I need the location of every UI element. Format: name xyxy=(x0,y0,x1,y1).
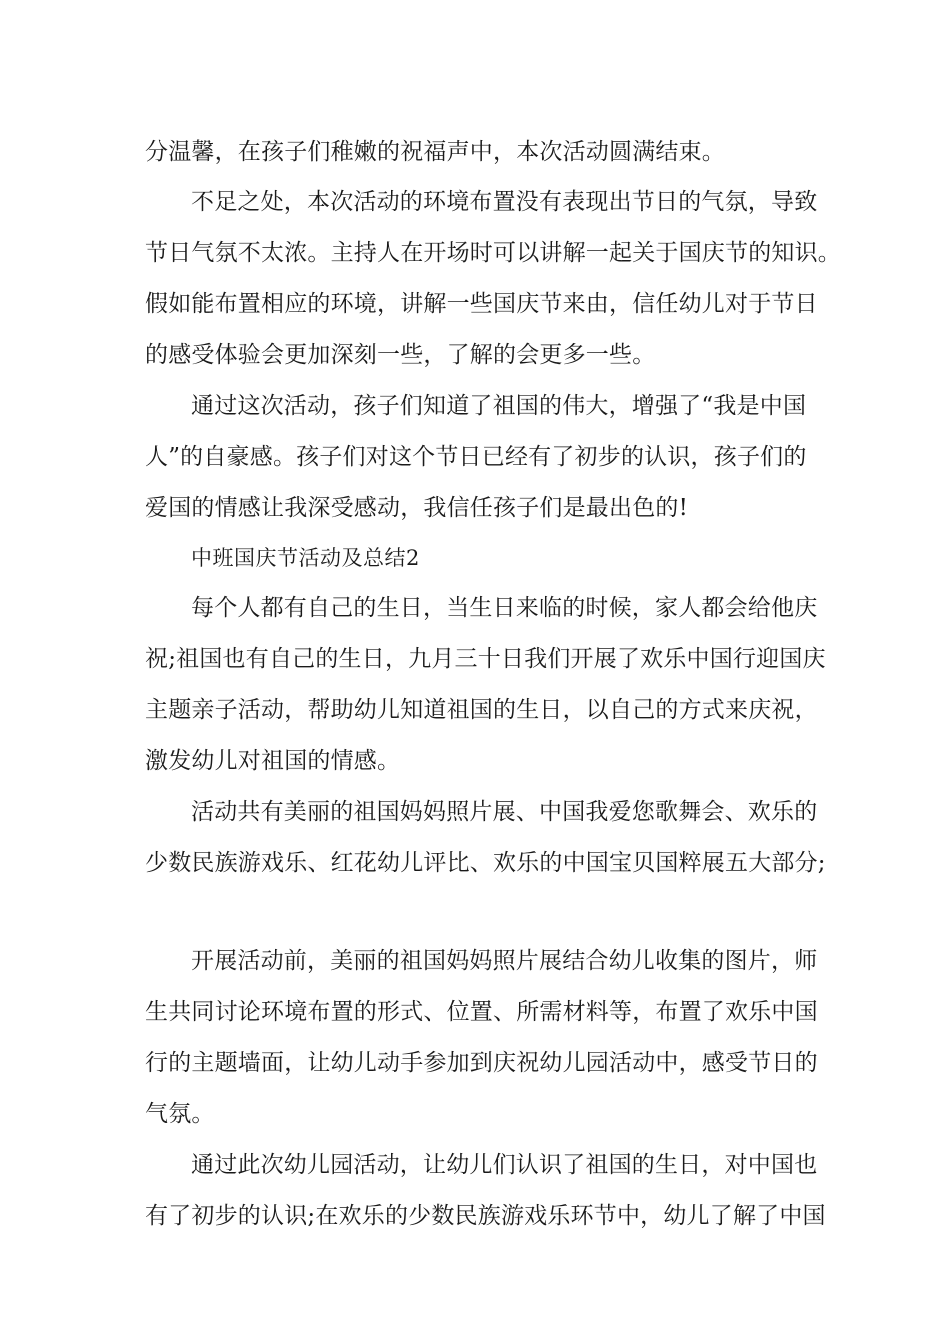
paragraph-first-line: 通过此次幼儿园活动，让幼儿们认识了祖国的生日，对中国也 xyxy=(191,1152,818,1178)
text-line: 分温馨，在孩子们稚嫩的祝福声中，本次活动圆满结束。 xyxy=(145,139,725,165)
text-line: 激发幼儿对祖国的情感。 xyxy=(145,748,401,774)
text-line: 的感受体验会更加深刻一些，了解的会更多一些。 xyxy=(145,342,656,368)
text-line: 祝;祖国也有自己的生日，九月三十日我们开展了欢乐中国行迎国庆 xyxy=(145,646,826,672)
text-line: 生共同讨论环境布置的形式、位置、所需材料等，布置了欢乐中国 xyxy=(145,999,818,1025)
paragraph-first-line: 开展活动前，美丽的祖国妈妈照片展结合幼儿收集的图片，师 xyxy=(191,948,818,974)
section-heading: 中班国庆节活动及总结2 xyxy=(191,546,420,570)
text-line: 主题亲子活动，帮助幼儿知道祖国的生日，以自己的方式来庆祝， xyxy=(145,697,818,723)
paragraph-first-line: 每个人都有自己的生日，当生日来临的时候，家人都会给他庆 xyxy=(191,595,818,621)
text-line: 有了初步的认识;在欢乐的少数民族游戏乐环节中，幼儿了解了中国 xyxy=(145,1203,826,1229)
text-line: 爱国的情感让我深受感动，我信任孩子们是最出色的! xyxy=(145,495,689,521)
text-line: 少数民族游戏乐、红花幼儿评比、欢乐的中国宝贝国粹展五大部分; xyxy=(145,850,826,876)
text-line: 假如能布置相应的环境，讲解一些国庆节来由，信任幼儿对于节日 xyxy=(145,291,818,317)
text-line: 行的主题墙面，让幼儿动手参加到庆祝幼儿园活动中，感受节日的 xyxy=(145,1050,818,1076)
text-line: 气氛。 xyxy=(145,1101,215,1127)
text-line: 节日气氛不太浓。主持人在开场时可以讲解一起关于国庆节的知识。 xyxy=(145,240,841,266)
text-line: 人”的自豪感。孩子们对这个节日已经有了初步的认识，孩子们的 xyxy=(145,444,807,470)
paragraph-first-line: 通过这次活动，孩子们知道了祖国的伟大，增强了“我是中国 xyxy=(191,393,807,419)
paragraph-first-line: 不足之处，本次活动的环境布置没有表现出节日的气氛，导致 xyxy=(191,189,818,215)
paragraph-first-line: 活动共有美丽的祖国妈妈照片展、中国我爱您歌舞会、欢乐的 xyxy=(191,799,818,825)
